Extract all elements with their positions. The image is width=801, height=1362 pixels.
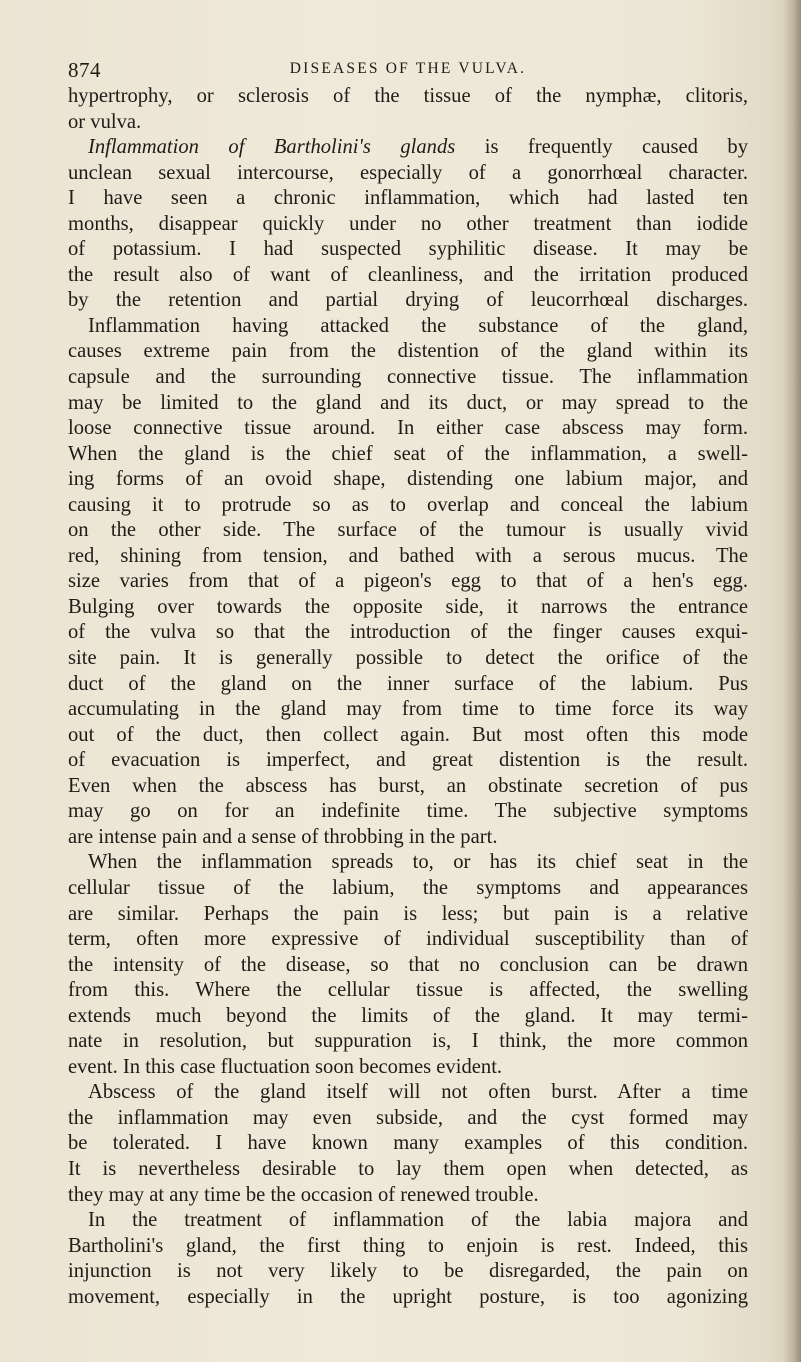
text-line: of evacuation is imperfect, and great distention is the result.	[68, 749, 748, 772]
text-line: movement, especially in the upright posture, is too agonizing	[68, 1285, 748, 1308]
text-line: capsule and the surrounding connective tissue. The inflammation	[68, 366, 748, 389]
text-line: on the other side. The surface of the tumour is usually vivid	[68, 519, 748, 542]
text-line: are intense pain and a sense of throbbing in the part.	[68, 825, 498, 848]
text-line: It is nevertheless desirable to lay them open when detected, as	[68, 1157, 748, 1180]
text-line: unclean sexual intercourse, especially of a gonorrhœal character.	[68, 161, 748, 184]
text-line: In the treatment of inflammation of the labia majora and	[88, 1209, 748, 1232]
text-line: extends much beyond the limits of the gland. It may termi-	[68, 1004, 748, 1027]
page-edge-shadow	[783, 0, 801, 1362]
text-line: Even when the abscess has burst, an obstinate secretion of pus	[68, 774, 748, 797]
text-line: I have seen a chronic inflammation, which had lasted ten	[68, 187, 748, 210]
text-line: may go on for an indefinite time. The subjective symptoms	[68, 800, 748, 823]
text-line: hypertrophy, or sclerosis of the tissue of the nymphæ, clitoris,	[68, 85, 748, 107]
running-head: DISEASES OF THE VULVA.	[289, 60, 527, 77]
text-line: cellular tissue of the labium, the symptoms and appearances	[68, 876, 748, 899]
text-line: from this. Where the cellular tissue is affected, the swelling	[68, 979, 748, 1002]
italic-heading: Inflammation of Bartholini's glands	[88, 136, 456, 159]
text-line: be tolerated. I have known many examples of this condition.	[68, 1132, 748, 1155]
text-line: site pain. It is generally possible to detect the orifice of the	[68, 647, 748, 670]
page-number: 874	[68, 58, 101, 82]
text-line: duct of the gland on the inner surface of the labium. Pus	[68, 672, 748, 695]
text-line: of potassium. I had suspected syphilitic disease. It may be	[68, 238, 748, 261]
page-header	[68, 58, 748, 84]
text-line: nate in resolution, but suppuration is, I think, the more common	[68, 1030, 748, 1053]
text-line: term, often more expressive of individual susceptibility than of	[68, 928, 748, 951]
text-line: accumulating in the gland may from time to time force its way	[68, 698, 748, 721]
text-line: loose connective tissue around. In either case abscess may form.	[68, 417, 748, 440]
text-line	[68, 135, 748, 161]
text-line: When the gland is the chief seat of the inflammation, a swell-	[68, 442, 748, 465]
text-line: of the vulva so that the introduction of the finger causes exqui-	[68, 621, 748, 644]
text-line: When the inflammation spreads to, or has its chief seat in the	[88, 851, 748, 874]
line-text: is frequently caused by	[455, 136, 748, 159]
text-line: may be limited to the gland and its duct, or may spread to the	[68, 391, 748, 414]
text-line: red, shining from tension, and bathed with a serous mucus. The	[68, 544, 748, 567]
text-line: causing it to protrude so as to overlap and conceal the labium	[68, 493, 748, 516]
text-line: Bartholini's gland, the first thing to enjoin is rest. Indeed, this	[68, 1234, 748, 1257]
body-text	[68, 84, 748, 1310]
text-line: Bulging over towards the opposite side, it narrows the entrance	[68, 595, 748, 618]
text-line: the intensity of the disease, so that no conclusion can be drawn	[68, 953, 748, 976]
text-line: ing forms of an ovoid shape, distending one labium major, and	[68, 468, 748, 491]
text-line: the result also of want of cleanliness, and the irritation produced	[68, 263, 748, 286]
text-line: or vulva.	[68, 110, 142, 133]
text-line: are similar. Perhaps the pain is less; but pain is a relative	[68, 902, 748, 925]
text-line: months, disappear quickly under no other treatment than iodide	[68, 212, 748, 235]
text-line: by the retention and partial drying of leucorrhœal discharges.	[68, 289, 748, 312]
text-line: Abscess of the gland itself will not often burst. After a time	[88, 1081, 748, 1104]
text-line: out of the duct, then collect again. But most often this mode	[68, 723, 748, 746]
text-line: event. In this case fluctuation soon becomes evident.	[68, 1055, 503, 1078]
text-line: causes extreme pain from the distention of the gland within its	[68, 340, 748, 363]
text-line: Inflammation having attacked the substance of the gland,	[88, 314, 748, 337]
text-line: injunction is not very likely to be disregarded, the pain on	[68, 1260, 748, 1283]
text-line: they may at any time be the occasion of renewed trouble.	[68, 1183, 539, 1206]
text-line: size varies from that of a pigeon's egg to that of a hen's egg.	[68, 570, 748, 593]
text-line: the inflammation may even subside, and the cyst formed may	[68, 1106, 748, 1129]
